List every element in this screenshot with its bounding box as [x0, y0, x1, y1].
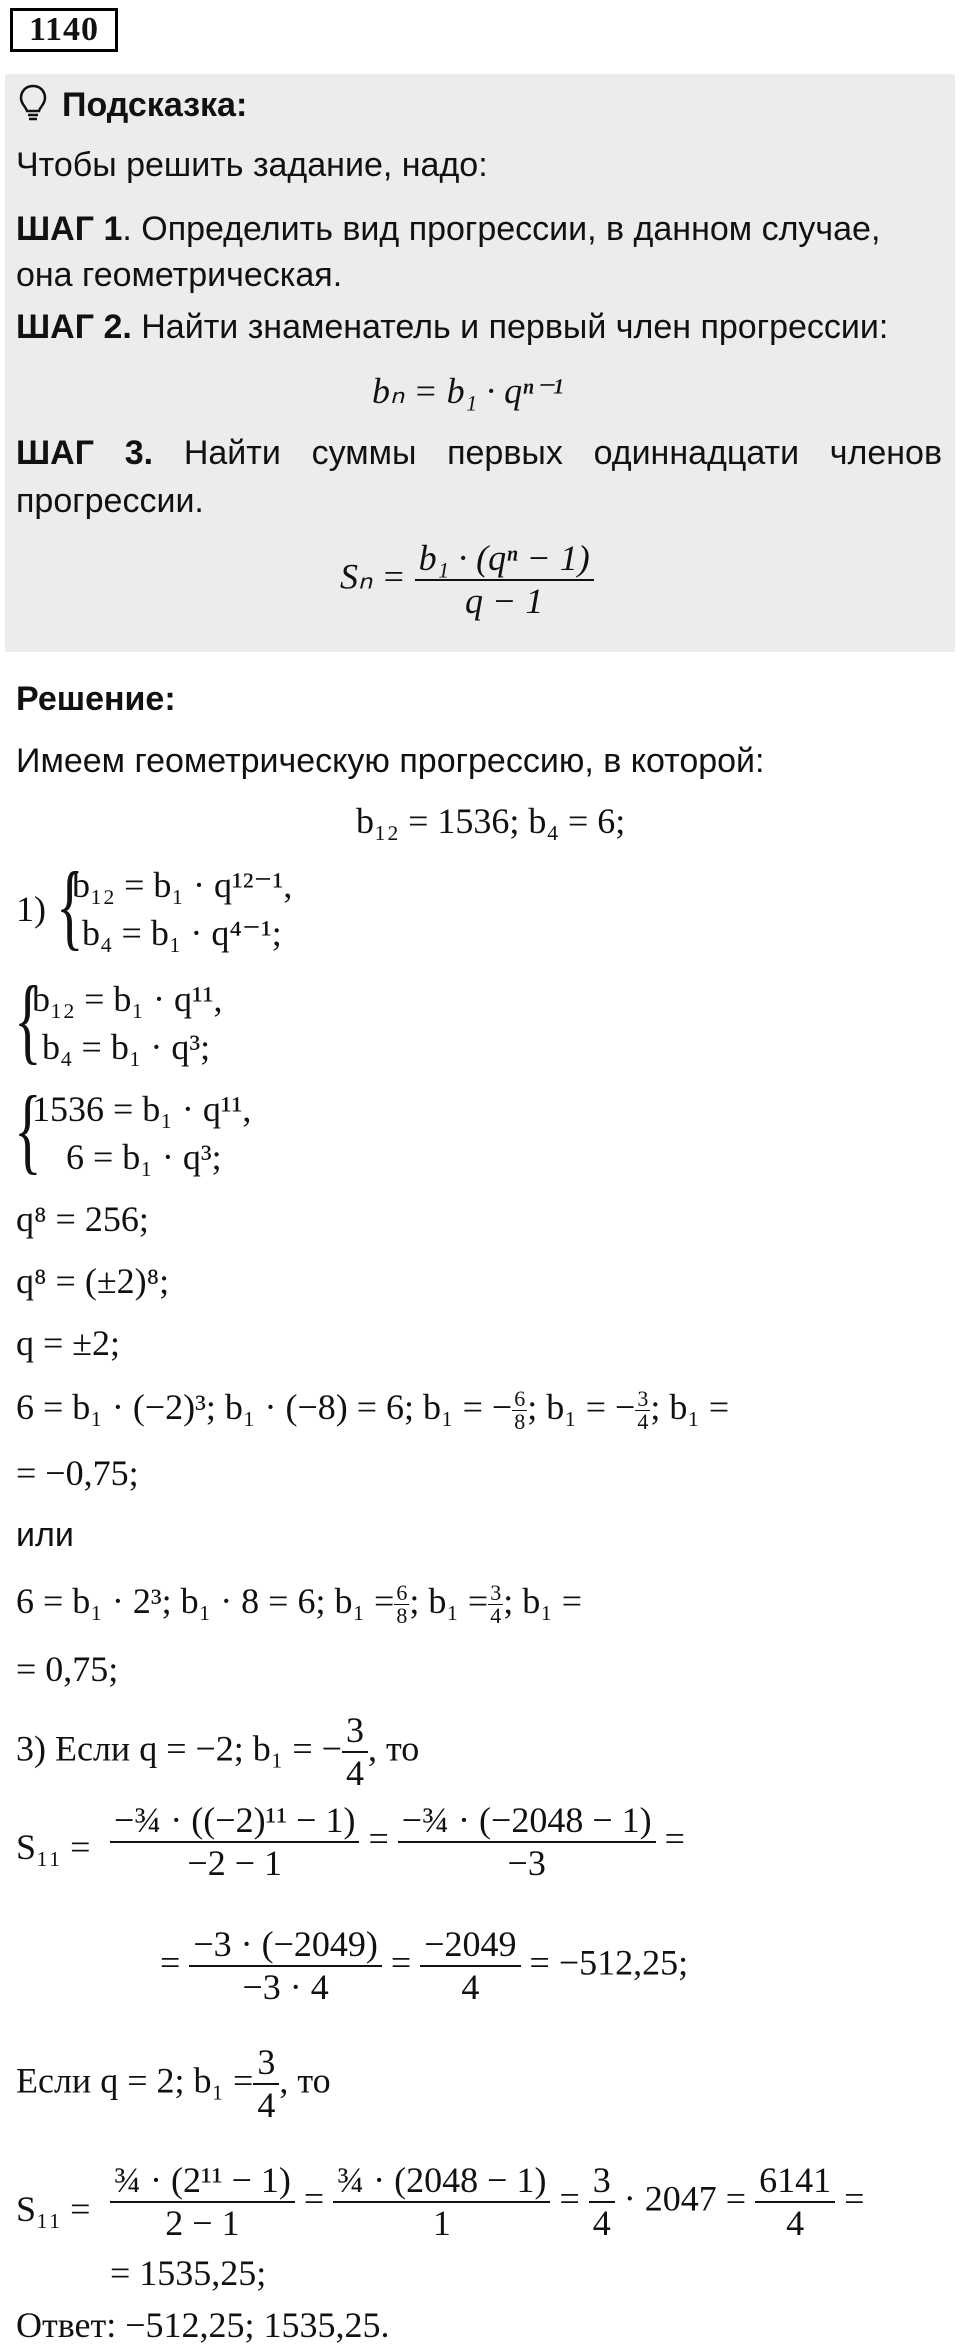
step2-text: Найти знаменатель и первый член прогрессии:	[131, 308, 889, 346]
given-values: b₁₂ = 1536; b₄ = 6;	[356, 801, 626, 841]
equals: =	[664, 1818, 685, 1859]
frac-num: 3	[253, 2042, 279, 2085]
case2-condition	[16, 2042, 331, 2127]
step1-text: . Определить вид прогрессии, в данном случае, она геометрическая.	[16, 210, 881, 294]
equals: =	[303, 2178, 325, 2219]
sum1-frac4	[420, 1924, 520, 2009]
equals: =	[559, 2178, 580, 2219]
system2-eq-a: b₁₂ = b₁ · q¹¹,	[32, 979, 223, 1019]
formula-sn-left: Sₙ =	[340, 556, 406, 597]
case2-fraction	[253, 2042, 279, 2127]
case1-condition	[16, 1710, 419, 1795]
frac-num: 3	[490, 1580, 502, 1606]
sum2-frac2	[333, 2160, 550, 2245]
hint-step1	[16, 206, 942, 298]
line-q8-pm2: q⁸ = (±2)⁸;	[16, 1261, 170, 1301]
frac-num: 3	[342, 1710, 368, 1753]
frac-num: 3	[637, 1386, 649, 1412]
frac-den: 4	[490, 1603, 502, 1629]
case2-then: , то	[279, 2060, 331, 2101]
frac-den: 2 − 1	[165, 2203, 240, 2244]
sum2-frac1	[110, 2160, 295, 2245]
step1-label: ШАГ 1	[16, 210, 123, 248]
fraction-6-8	[394, 1582, 409, 1627]
sum2-expression	[110, 2160, 864, 2245]
line-b1-pos-part1: 6 = b₁ · 2³; b₁ · 8 = 6; b₁ =	[16, 1581, 395, 1621]
fraction-3-4	[488, 1582, 503, 1627]
sum2-frac4	[755, 2160, 835, 2245]
sum2-result: = 1535,25;	[110, 2253, 267, 2293]
line-b1-neg-part3: ; b₁ =	[650, 1387, 730, 1427]
frac-den: −3	[507, 1843, 546, 1884]
line-b1-neg-part1: 6 = b₁ · (−2)³; b₁ · (−8) = 6; b₁ = −	[16, 1387, 513, 1427]
hint-step3-line1	[16, 434, 942, 473]
problem-number: 1140	[10, 8, 118, 52]
sum1-continued	[160, 1924, 688, 2009]
frac-num: 6	[514, 1386, 526, 1412]
or-word: или	[16, 1516, 74, 1554]
sum1-frac1	[110, 1800, 359, 1885]
frac-num: 6141	[755, 2160, 835, 2203]
sum2-mid: · 2047 =	[623, 2178, 747, 2219]
equals: =	[368, 1818, 389, 1859]
frac-den: 4	[461, 1967, 480, 2008]
hint-title: Подсказка:	[62, 86, 248, 124]
system1-eq-a: b₁₂ = b₁ · q¹²⁻¹,	[72, 865, 293, 905]
frac-den: −2 − 1	[187, 1843, 283, 1884]
frac-den: 4	[786, 2203, 805, 2244]
sum2-frac3	[589, 2160, 615, 2245]
frac-den: 8	[514, 1409, 526, 1435]
step3-text: Найти суммы первых одиннадцати членов	[153, 434, 943, 472]
formula-sn-frac	[415, 538, 594, 623]
system1-label: 1)	[16, 889, 46, 929]
frac-den: 1	[432, 2203, 451, 2244]
sum1-frac3	[189, 1924, 382, 2009]
answer: Ответ: −512,25; 1535,25.	[16, 2305, 390, 2345]
line-b1-positive	[16, 1580, 582, 1627]
frac-num: −3 · (−2049)	[189, 1924, 382, 1967]
frac-num: −¾ · ((−2)¹¹ − 1)	[110, 1800, 359, 1843]
formula-sn-den: q − 1	[465, 581, 544, 622]
hint-step2	[16, 308, 888, 347]
line-q: q = ±2;	[16, 1323, 121, 1363]
formula-bn: bₙ = b₁ · qⁿ⁻¹	[372, 371, 564, 411]
frac-num: ¾ · (2¹¹ − 1)	[110, 2160, 295, 2203]
frac-den: 8	[396, 1603, 408, 1629]
sum1-result: = −512,25;	[529, 1942, 689, 1983]
solution-intro: Имеем геометрическую прогрессию, в которой:	[16, 742, 765, 780]
solution-title: Решение:	[16, 680, 176, 718]
formula-sn	[340, 538, 594, 623]
frac-den: 4	[637, 1409, 649, 1435]
frac-num: −¾ · (−2048 − 1)	[398, 1800, 656, 1843]
line-b1-neg-value: = −0,75;	[16, 1453, 139, 1493]
frac-num: −2049	[420, 1924, 520, 1967]
formula-sn-num: b₁ · (qⁿ − 1)	[415, 538, 594, 581]
hint-step3-line2: прогрессии.	[16, 482, 204, 520]
frac-den: 4	[592, 2203, 611, 2244]
equals: =	[844, 2178, 865, 2219]
line-b1-pos-part2: ; b₁ =	[409, 1581, 489, 1621]
system2-brace: {	[14, 966, 42, 1073]
sum1-label: S₁₁ =	[16, 1827, 91, 1867]
case1-then: , то	[367, 1728, 420, 1769]
case1-text: 3) Если q = −2; b₁ = −	[16, 1728, 342, 1769]
line-q8: q⁸ = 256;	[16, 1199, 149, 1239]
equals: =	[160, 1942, 181, 1983]
fraction-6-8	[512, 1388, 527, 1433]
frac-num: ¾ · (2048 − 1)	[333, 2160, 550, 2203]
step2-label: ШАГ 2.	[16, 308, 132, 346]
system3-eq-b: 6 = b₁ · q³;	[66, 1137, 222, 1177]
sum2-label: S₁₁ =	[16, 2189, 91, 2229]
case2-text: Если q = 2; b₁ =	[16, 2060, 254, 2101]
line-b1-pos-part3: ; b₁ =	[503, 1581, 583, 1621]
system2-eq-b: b₄ = b₁ · q³;	[42, 1027, 211, 1067]
hint-intro: Чтобы решить задание, надо:	[16, 146, 488, 184]
line-b1-negative	[16, 1386, 729, 1433]
frac-num: 6	[396, 1580, 408, 1606]
frac-den: −3 · 4	[242, 1967, 329, 2008]
fraction-3-4	[635, 1388, 650, 1433]
frac-num: 3	[589, 2160, 615, 2203]
line-b1-neg-part2: ; b₁ = −	[527, 1387, 636, 1427]
line-b1-pos-value: = 0,75;	[16, 1649, 119, 1689]
frac-den: 4	[257, 2085, 276, 2126]
lightbulb-icon	[18, 84, 48, 122]
system3-brace: {	[14, 1076, 42, 1183]
step3-label: ШАГ 3.	[16, 434, 154, 472]
case1-fraction	[342, 1710, 368, 1795]
system3-eq-a: 1536 = b₁ · q¹¹,	[32, 1089, 252, 1129]
equals: =	[390, 1942, 412, 1983]
system1-eq-b: b₄ = b₁ · q⁴⁻¹;	[82, 913, 282, 953]
system1-brace: {	[56, 852, 84, 959]
sum1-expression	[110, 1800, 685, 1885]
frac-den: 4	[345, 1753, 364, 1794]
sum1-frac2	[398, 1800, 656, 1885]
